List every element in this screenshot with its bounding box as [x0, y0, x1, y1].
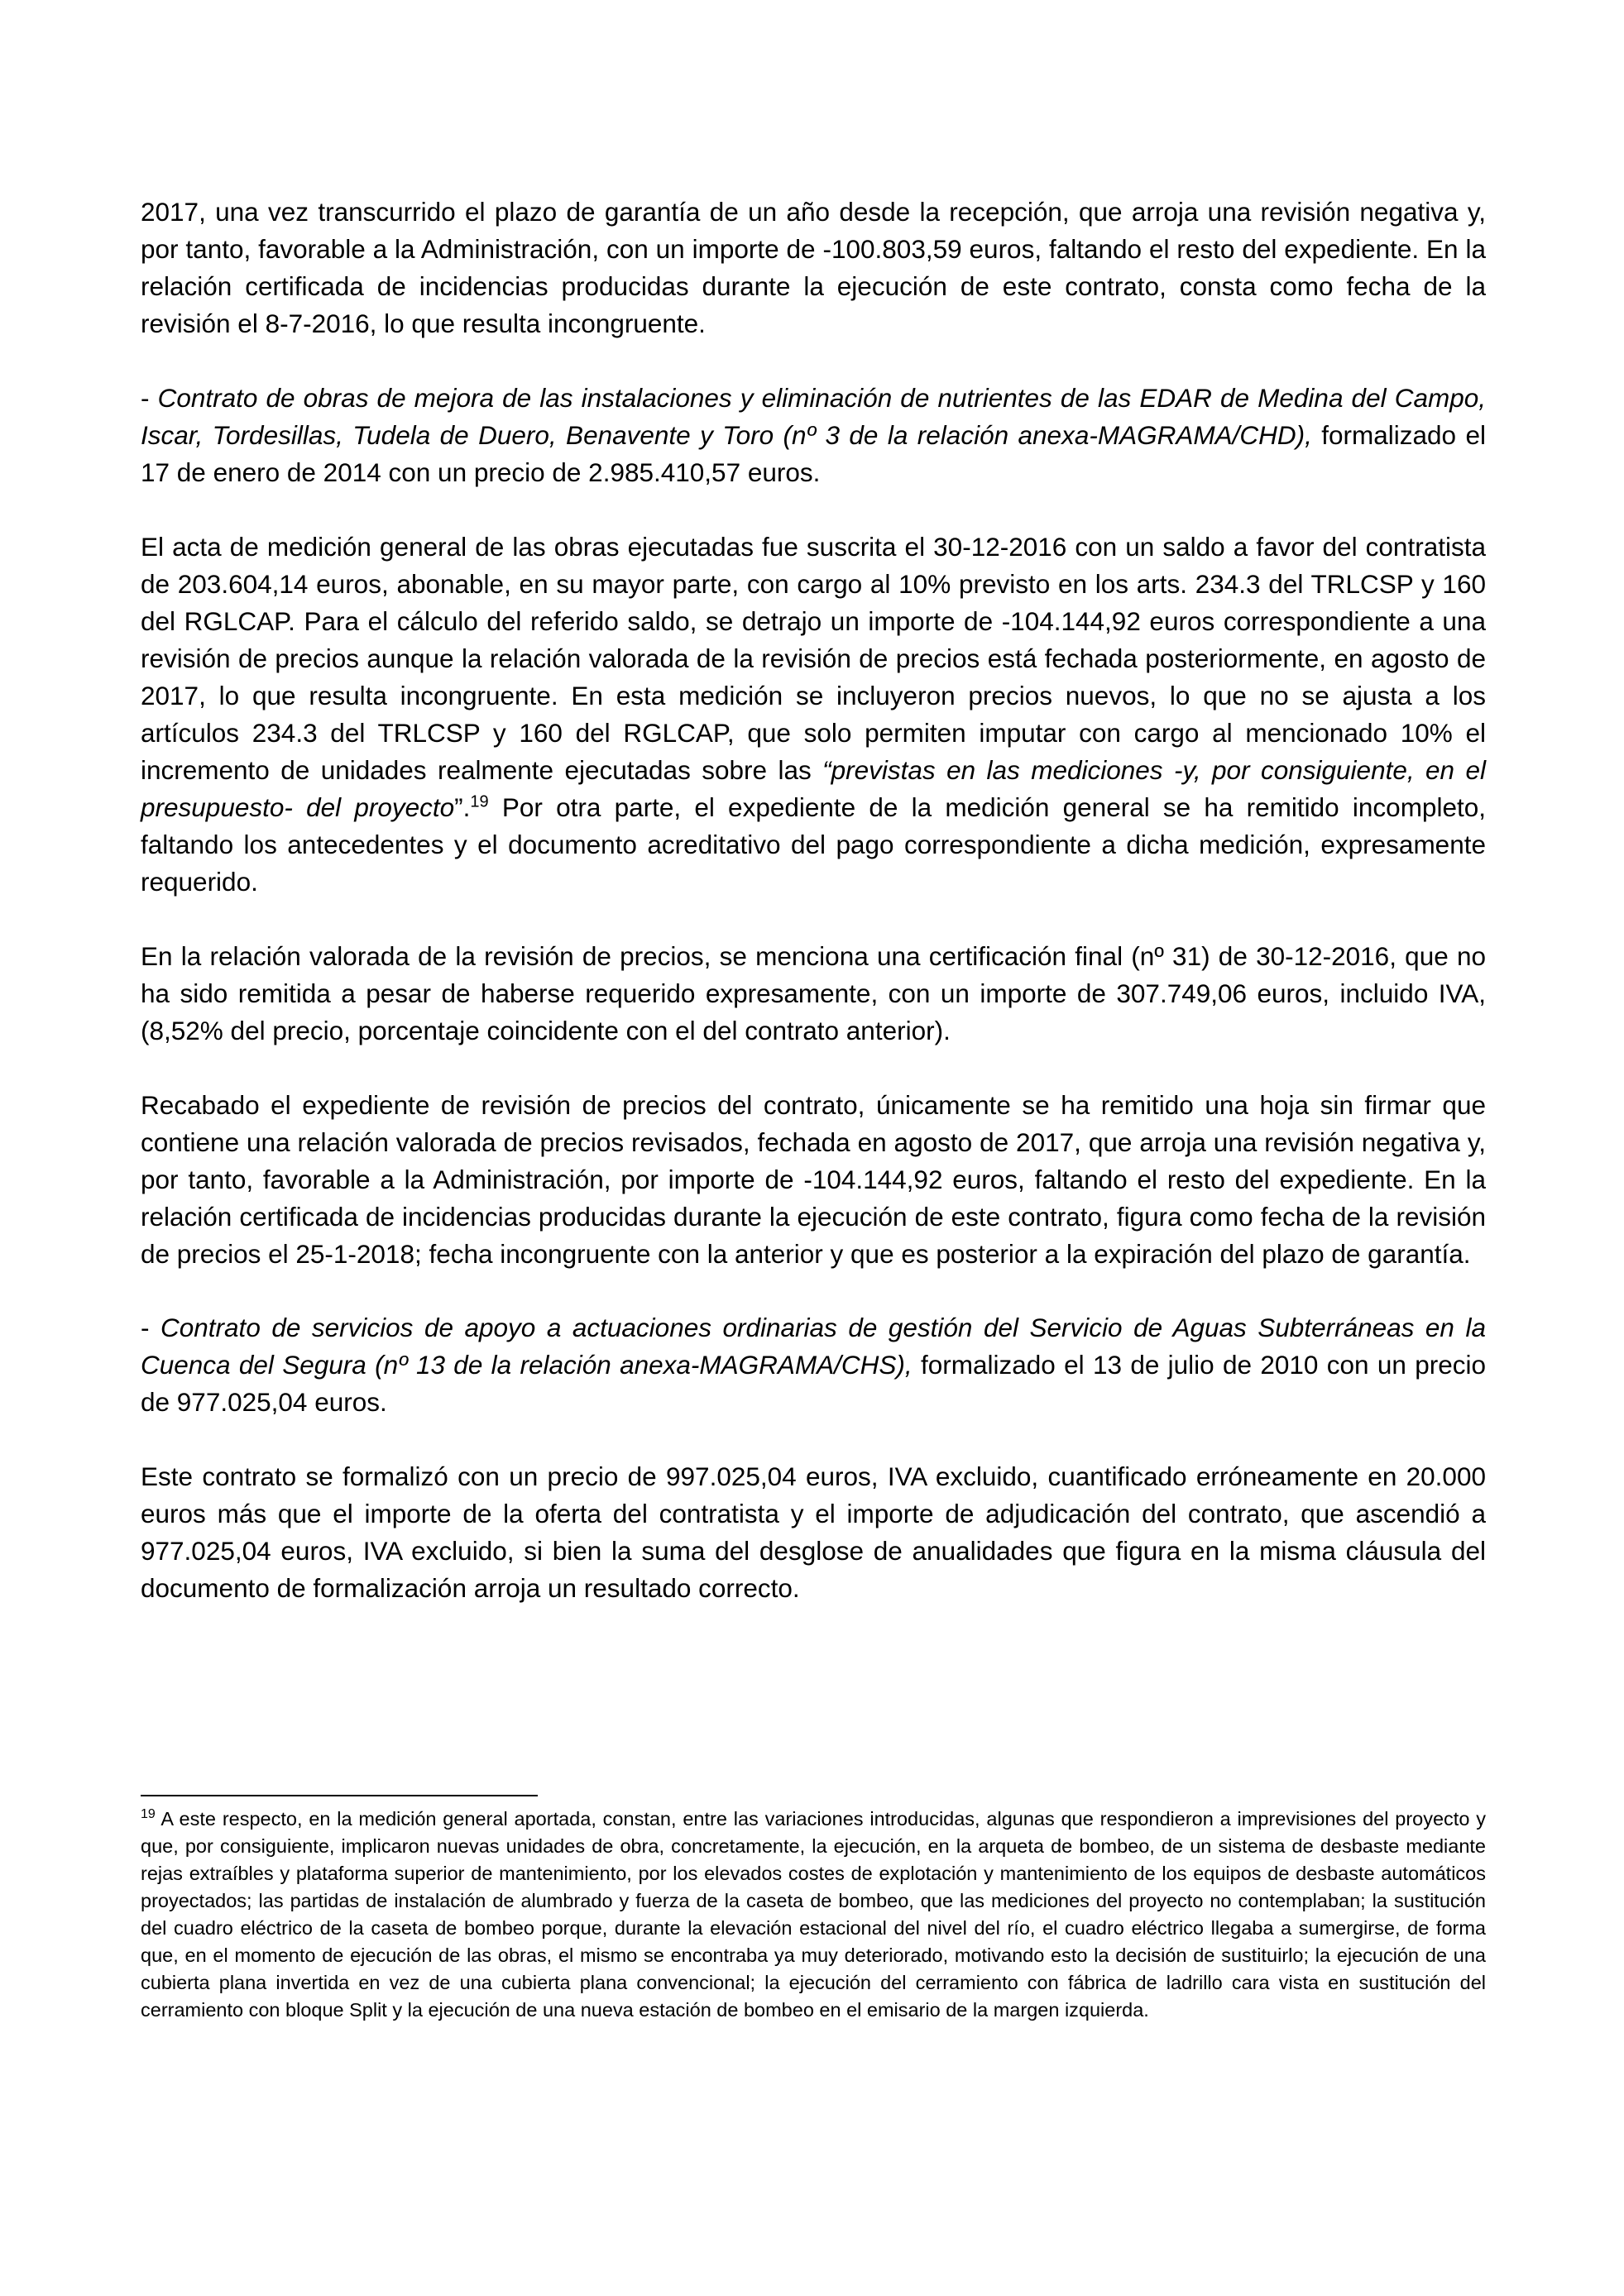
- closing-quote: ”.: [454, 792, 471, 822]
- paragraph-contract-edar: [141, 380, 1486, 491]
- list-dash: -: [141, 383, 158, 413]
- footnote: [141, 1806, 1486, 2024]
- footnote-text: A este respecto, en la medición general aportada, constan, entre las variaciones introducidas, algunas que respondieron a imprevisiones del proyecto y que, por consiguiente, implicaron nuevas unidades de obra, concretamente, la ejecución, en la arqueta de bombeo, de un sistema de desbaste mediante rejas extraíbles y plataforma superior de mantenimiento, por los elevados costes de explotación y mantenimiento de los equipos de desbaste automáticos proyectados; las partidas de instalación de alumbrado y fuerza de la caseta de bombeo, que las mediciones del proyecto no contemplaban; la sustitución del cuadro eléctrico de la caseta de bombeo porque, durante la elevación estacional del nivel del río, el cuadro eléctrico llegaba a sumergirse, de forma que, en el momento de ejecución de las obras, el mismo se encontraba ya muy deteriorado, motivando esto la decisión de sustituirlo; la ejecución de una cubierta plana invertida en vez de una cubierta plana convencional; la ejecución del cerramiento con fábrica de ladrillo cara vista en sustitución del cerramiento con bloque Split y la ejecución de una nueva estación de bombeo en el emisario de la margen izquierda.: [141, 1808, 1486, 2021]
- contract-title: Contrato de obras de mejora de las instalaciones y eliminación de nutrientes de las EDAR de Medina del Campo, Iscar, Tordesillas, Tudela de Duero, Benavente y Toro (nº 3 de la relación anexa-MAGRAMA/CHD),: [141, 383, 1486, 450]
- footnote-number: 19: [141, 1807, 156, 1822]
- paragraph-text: Este contrato se formalizó con un precio de 997.025,04 euros, IVA excluido, cuantificado erróneamente en 20.000 euros más que el importe de la oferta del contratista y el importe de adjudicación del contrato, que ascendió a 977.025,04 euros, IVA excluido, si bien la suma del desglose de anualidades que figura en la misma cláusula del documento de formalización arroja un resultado correcto.: [141, 1461, 1486, 1603]
- paragraph-medicion-general: [141, 529, 1486, 901]
- paragraph-revision-2017: [141, 194, 1486, 342]
- list-dash: -: [141, 1313, 161, 1342]
- paragraph-precio-erroneo: [141, 1458, 1486, 1607]
- footnote-separator: [141, 1795, 538, 1796]
- contract-title: Contrato de servicios de apoyo a actuaciones ordinarias de gestión del Servicio de Aguas Subterráneas en la Cuenca del Segura (nº 13 de la relación anexa-MAGRAMA/CHS),: [141, 1313, 1486, 1380]
- paragraph-certificacion-final: [141, 938, 1486, 1050]
- footnote-reference[interactable]: 19: [470, 792, 489, 811]
- paragraph-text: formalizado el 13 de julio de 2010 con un precio de 977.025,04 euros.: [141, 1350, 1486, 1417]
- paragraph-contract-servicios: [141, 1309, 1486, 1421]
- quoted-text: “previstas en las mediciones -y, por consiguiente, en el presupuesto- del proyecto: [141, 755, 1487, 822]
- paragraph-text: En la relación valorada de la revisión de precios, se menciona una certificación final (nº 31) de 30-12-2016, que no ha sido remitida a pesar de haberse requerido expresamente, con un importe de 307.749,06 euros, incluido IVA, (8,52% del precio, porcentaje coincidente con el del contrato anterior).: [141, 941, 1486, 1045]
- body-text: [141, 194, 1486, 1644]
- paragraph-text: Por otra parte, el expediente de la medición general se ha remitido incompleto, faltando los antecedentes y el documento acreditativo del pago correspondiente a dicha medición, expresamente requerido.: [141, 792, 1486, 897]
- paragraph-text: 2017, una vez transcurrido el plazo de garantía de un año desde la recepción, que arroja una revisión negativa y, por tanto, favorable a la Administración, con un importe de -100.803,59 euros, faltando el resto del expediente. En la relación certificada de incidencias producidas durante la ejecución de este contrato, consta como fecha de la revisión el 8-7-2016, lo que resulta incongruente.: [141, 197, 1486, 338]
- paragraph-text: El acta de medición general de las obras ejecutadas fue suscrita el 30-12-2016 con un saldo a favor del contratista de 203.604,14 euros, abonable, en su mayor parte, con cargo al 10% previsto en los arts. 234.3 del TRLCSP y 160 del RGLCAP. Para el cálculo del referido saldo, se detrajo un importe de -104.144,92 euros correspondiente a una revisión de precios aunque la relación valorada de la revisión de precios está fechada posteriormente, en agosto de 2017, lo que resulta incongruente. En esta medición se incluyeron precios nuevos, lo que no se ajusta a los artículos 234.3 del TRLCSP y 160 del RGLCAP, que solo permiten imputar con cargo al mencionado 10% el incremento de unidades realmente ejecutadas sobre las: [141, 532, 1486, 785]
- paragraph-text: Recabado el expediente de revisión de precios del contrato, únicamente se ha remitido una hoja sin firmar que contiene una relación valorada de precios revisados, fechada en agosto de 2017, que arroja una revisión negativa y, por tanto, favorable a la Administración, por importe de -104.144,92 euros, faltando el resto del expediente. En la relación certificada de incidencias producidas durante la ejecución de este contrato, figura como fecha de la revisión de precios el 25-1-2018; fecha incongruente con la anterior y que es posterior a la expiración del plazo de garantía.: [141, 1090, 1486, 1269]
- paragraph-expediente-revision: [141, 1087, 1486, 1273]
- paragraph-text: formalizado el 17 de enero de 2014 con un precio de 2.985.410,57 euros.: [141, 420, 1487, 487]
